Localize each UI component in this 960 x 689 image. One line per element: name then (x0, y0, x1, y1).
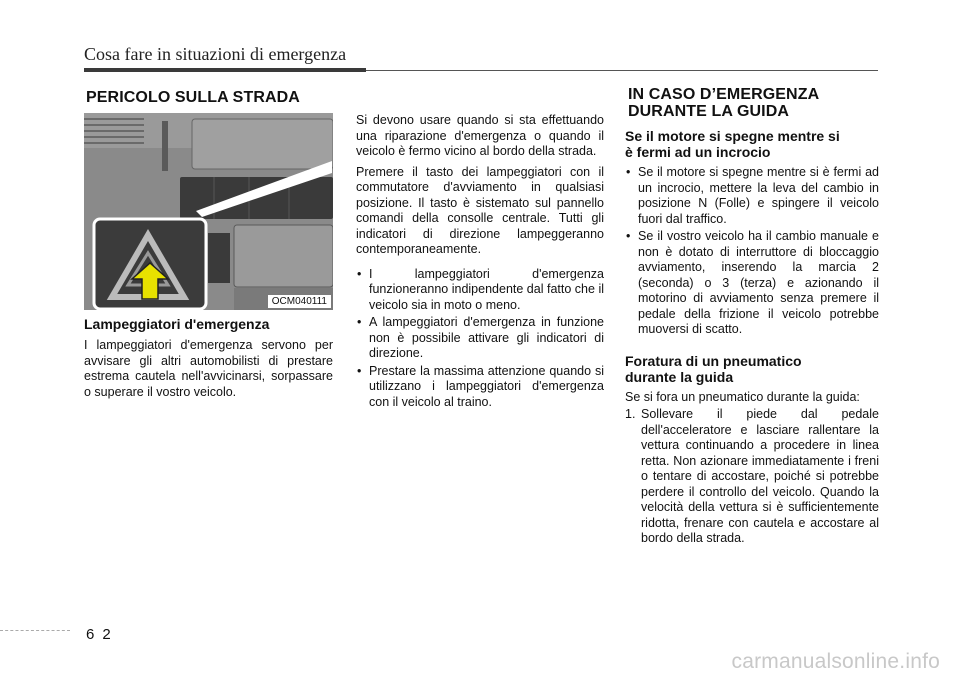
subheading-line: Se il motore si spegne mentre si (625, 128, 840, 144)
page-number (86, 626, 119, 643)
right-column-text (625, 128, 879, 547)
subheading-flat-tire (625, 353, 879, 385)
step-number: 1. (625, 407, 636, 421)
hazard-lights-paragraph: I lampeggiatori d'emergenza servono per avvisare gli altri automobilisti di prestare estrema cautela nell'avvicinarsi, sorpassare o superare il vostro veicolo. (84, 338, 333, 399)
middle-paragraph-1: Si devono usare quando si sta effettuando una riparazione d'emergenza o quando il veicolo è fermo vicino al bordo della strada. (356, 113, 604, 158)
page-section-number: 6 (86, 626, 95, 643)
section-title-line-2: DURANTE LA GUIDA (628, 103, 789, 120)
step-item (625, 407, 879, 547)
figure-code-label: OCM040111 (268, 295, 331, 308)
list-item: • I lampeggiatori d'emergenza funzioneranno indipendente dal fatto che il veicolo sia in moto o meno. (356, 267, 604, 314)
subheading-engine-stall (625, 128, 879, 160)
right-bullet-list (625, 165, 879, 338)
step-text: Sollevare il piede dal pedale dell'acceleratore e lasciare rallentare la vettura continuando a procedere in linea retta. Non azionare immediatamente i freni o tentare di accostare, poiché si potrebbe perdere il controllo del veicolo. Quando la velocità della vettura si è sufficientemente ridotta, frenare con cautela e accostare al bordo della strada. (641, 407, 879, 545)
subheading-line: è fermi ad un incrocio (625, 144, 771, 160)
subheading-line: durante la guida (625, 368, 734, 385)
middle-bullet-list (356, 267, 604, 411)
watermark: carmanualsonline.info (731, 650, 940, 673)
list-item: • Se il motore si spegne mentre si è fermi ad un incrocio, mettere la leva del cambio in posizione N (Folle) e spingere il veicolo fuori dal traffico. (625, 165, 879, 227)
footer-dashed-rule (0, 630, 70, 631)
subheading-hazard-lights: Lampeggiatori d'emergenza (84, 316, 270, 332)
section-title-line-1: IN CASO D’EMERGENZA (628, 86, 820, 103)
section-title-road-hazard: PERICOLO SULLA STRADA (86, 89, 300, 106)
hazard-switch-figure (84, 113, 333, 310)
list-item: • A lampeggiatori d'emergenza in funzione non è possibile attivare gli indicatori di direzione. (356, 315, 604, 362)
list-item: • Prestare la massima attenzione quando si utilizzano i lampeggiatori d'emergenza con il veicolo al traino. (356, 364, 604, 411)
header-rule-thin (366, 70, 878, 71)
dashboard-illustration (84, 113, 333, 310)
left-column-text (84, 316, 333, 405)
page-header-title: Cosa fare in situazioni di emergenza (84, 44, 347, 64)
list-item: • Se il vostro veicolo ha il cambio manuale e non è dotato di interruttore di bloccaggio avviamento, inserendo la marcia 2 (seconda) o 3 (terza) e azionando il motorino di avviamento senza premere il pedale della frizione il veicolo potrebbe muoversi di scatto. (625, 229, 879, 338)
section-title-driving-emergency (628, 86, 819, 120)
page-local-number: 2 (102, 626, 111, 643)
subheading-line: Foratura di un pneumatico (625, 352, 802, 369)
flat-tire-intro: Se si fora un pneumatico durante la guida: (625, 389, 860, 404)
middle-paragraph-2: Premere il tasto dei lampeggiatori con il commutatore d'avviamento in qualsiasi posizione. Il tasto è sistemato sul pannello comandi della consolle centrale. Tutti gli indicatori di direzione lampeggeranno contemporaneamente. (356, 164, 604, 256)
header-rule-thick (84, 68, 366, 72)
middle-column-text (356, 113, 604, 412)
